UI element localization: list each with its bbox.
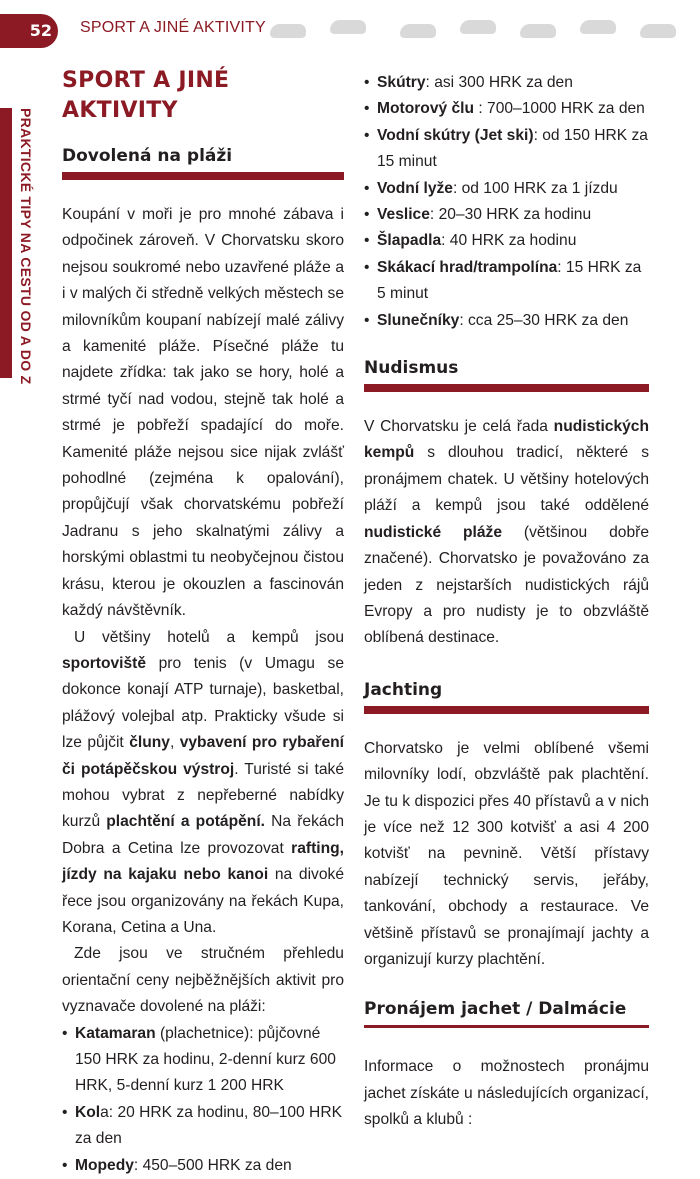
list-item: • Šlapadla: 40 HRK za hodinu xyxy=(364,228,649,254)
heading-rule xyxy=(364,384,649,392)
list-item: • Vodní skútry (Jet ski): od 150 HRK za 15 minut xyxy=(364,123,649,176)
list-item: • Veslice: 20–30 HRK za hodinu xyxy=(364,202,649,228)
list-item: • Skútry: asi 300 HRK za den xyxy=(364,70,649,96)
list-item: • Slunečníky: cca 25–30 HRK za den xyxy=(364,308,649,334)
section-heading-yachting: Jachting xyxy=(364,679,443,700)
paragraph: Zde jsou ve stručném přehledu orientační ceny nejběžnějších aktivit pro vyznavače dovolené na pláži: xyxy=(62,945,344,1016)
paragraph: Informace o možnostech pronájmu jachet získáte u následujících organizací, spolků a klubů : xyxy=(364,1058,649,1129)
list-item: • Katamaran (plachetnice): půjčovné 150 HRK za hodinu, 2-denní kurz 600 HRK, 5-denní kurz 1 200 HRK xyxy=(62,1021,344,1100)
heading-rule xyxy=(364,1025,649,1028)
sidebar-bar xyxy=(0,108,12,378)
page-header xyxy=(0,14,700,48)
page-number: 52 xyxy=(0,14,58,48)
section-heading-yacht-rental: Pronájem jachet / Dalmácie xyxy=(364,999,627,1020)
right-column xyxy=(364,70,649,1134)
list-item: • Vodní lyže: od 100 HRK za 1 jízdu xyxy=(364,176,649,202)
list-item: • Skákací hrad/trampolína: 15 HRK za 5 minut xyxy=(364,255,649,308)
paragraph: V Chorvatsku je celá řada nudistických kempů s dlouhou tradicí, některé s pronájmem chatek. U většiny hotelových pláží a kempů jsou také oddělené nudistické pláže (většinou dobře značené). Chorvatsko je považováno za jeden z nejstarších nudistických rájů Evropy a pro nudisty je to obzvláště oblíbená destinace. xyxy=(364,418,649,647)
left-column xyxy=(62,66,344,1179)
page-title: SPORT A JINÉ AKTIVITY xyxy=(62,68,230,123)
sidebar-label: PRAKTICKÉ TIPY NA CESTU OD A DO Z xyxy=(18,108,34,385)
paragraph: Chorvatsko je velmi oblíbené všemi milovníky lodí, obzvláště pak plachtění. Je tu k dispozici přes 40 přístavů a v nich je více než 12 300 kotvišť a asi 4 200 kotvišť na pevnině. Větší přístavy nabízejí technický servis, jeřáby, tankování, obchody a restaurace. Ve většině přístavů se pronajímají jachty a organizují kurzy plachtění. xyxy=(364,739,649,968)
heading-rule xyxy=(62,172,344,180)
price-list xyxy=(62,1021,344,1179)
price-list xyxy=(364,70,649,334)
list-item: • Kola: 20 HRK za hodinu, 80–100 HRK za den xyxy=(62,1100,344,1153)
section-heading-beach: Dovolená na pláži xyxy=(62,146,233,166)
paragraph: Koupání v moři je pro mnohé zábava i odpočinek zároveň. V Chorvatsku skoro nejsou soukromé nebo uzavřené pláže a i v malých či středně velkých městech se milovníkům koupaní nabízejí malé zálivy a kamenité pláže. Písečné pláže tu najdete zřídka: tak jako se hory, holé a strmé tyčí nad vodou, stejně tak holé a strmé je pobřeží spadající do moře. Kamenité pláže nejsou sice nijak zvlášť pohodlné (zejména k opalování), propůjčují však chorvatskému pobřeží Jadranu s jeho skalnatými zálivy a horskými oblastmi tu neobyčejnou čistou krásu, kterou je okouzlen a fascinován každý návštěvník. xyxy=(62,206,344,620)
section-heading-nudism: Nudismus xyxy=(364,358,459,379)
paragraph: U většiny hotelů a kempů jsou sportoviště pro tenis (v Umagu se dokonce konají ATP turnaje), basketbal, plážový volejbal atp. Prakticky všude si lze půjčit čluny, vybavení pro rybaření či potápěčskou výstroj. Turisté si také mohou vybrat z nepřeberné nabídky kurzů plachtění a potápění. Na řekách Dobra a Cetina lze provozovat rafting, jízdy na kajaku nebo kanoi na divoké řece jsou organizovány na řekách Kupa, Korana, Cetina a Una. xyxy=(62,628,345,936)
heading-rule xyxy=(364,706,649,714)
list-item: • Motorový člu : 700–1000 HRK za den xyxy=(364,96,649,122)
running-head: SPORT A JINÉ AKTIVITY xyxy=(80,19,266,36)
footprints-decoration-icon xyxy=(270,16,700,46)
list-item: • Mopedy: 450–500 HRK za den xyxy=(62,1153,344,1179)
